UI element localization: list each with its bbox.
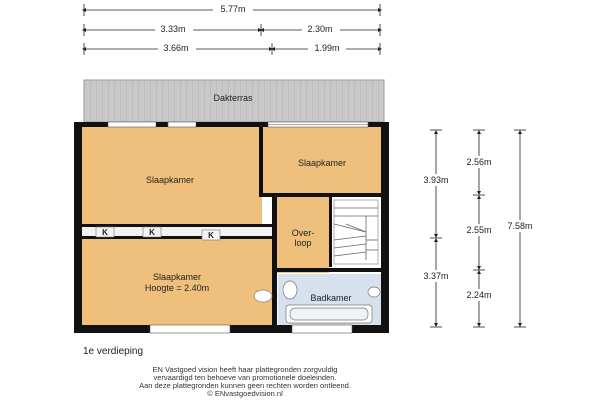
room-label-bedroom-top-left: Slaapkamer (145, 175, 195, 185)
sink (254, 290, 272, 302)
dim-top-total: 5.77m (220, 4, 246, 14)
toilet (283, 281, 297, 299)
dim-top-left-2: 3.66m (163, 43, 189, 53)
room-label-bedroom-top-right: Slaapkamer (297, 158, 347, 168)
disclaimer-line: vervaardigd ten behoeve van promotionele doeleinden. (153, 373, 337, 382)
basin (368, 287, 380, 297)
cupboard-label: K (102, 228, 108, 237)
cupboard-label: K (208, 231, 214, 240)
floor-title: 1e verdieping (83, 346, 144, 357)
dim-right-total: 7.58m (507, 221, 533, 231)
terrace-label: Dakterras (213, 93, 253, 103)
dim-top-right-2: 1.99m (314, 43, 340, 53)
dim-right-c: 2.24m (466, 290, 492, 300)
room-label-bedroom-bottom-2: Hoogte = 2.40m (144, 283, 210, 293)
dim-top-left-1: 3.33m (160, 24, 186, 34)
dim-right-a: 2.56m (466, 157, 492, 167)
disclaimer (0, 366, 490, 398)
disclaimer-line: © ENvastgoedvision.nl (207, 389, 283, 398)
disclaimer-line: Aan deze plattegronden kunnen geen rechten worden ontleend. (139, 381, 351, 390)
dim-top-right-1: 2.30m (307, 24, 333, 34)
room-label-landing-1: Over- (291, 228, 315, 238)
disclaimer-line: EN Vastgoed vision heeft haar plattegronden zorgvuldig (152, 365, 338, 374)
dim-right-upper: 3.93m (423, 175, 449, 185)
dim-right-lower: 3.37m (423, 271, 449, 281)
cupboard-label: K (149, 228, 155, 237)
room-label-landing-2: loop (294, 238, 312, 248)
stairwell (331, 197, 381, 267)
dim-right-b: 2.55m (466, 225, 492, 235)
room-label-bathroom: Badkamer (310, 293, 352, 303)
room-label-bedroom-bottom-1: Slaapkamer (152, 272, 202, 282)
